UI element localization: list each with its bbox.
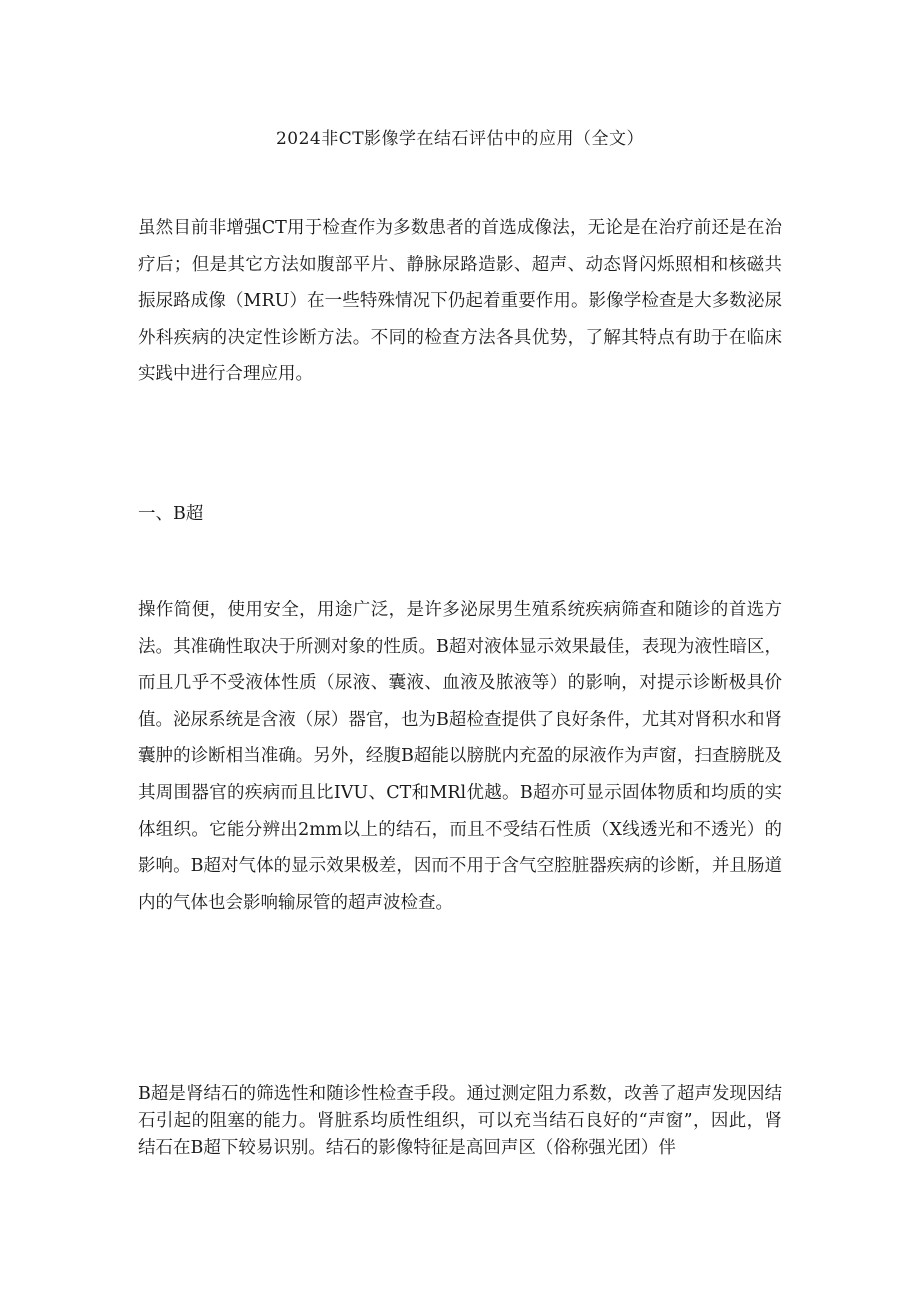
intro-paragraph: 虽然目前非增强CT用于检查作为多数患者的首选成像法，无论是在治疗前还是在治疗后；但是其它方法如腹部平片、静脉尿路造影、超声、动态肾闪烁照相和核磁共振尿路成像（MRU）在一些特殊情况下仍起着重要作用。影像学检查是大多数泌尿外科疾病的决定性诊断方法。不同的检查方法各具优势，了解其特点有助于在临床实践中进行合理应用。	[138, 218, 782, 385]
document-title: 2024非CT影像学在结石评估中的应用（全文）	[275, 129, 645, 149]
section-heading-b-ultrasound: 一、B超	[138, 504, 204, 524]
section-paragraph: B超是肾结石的筛选性和随诊性检查手段。通过测定阻力系数，改善了超声发现因结石引起的阻塞的能力。肾脏系均质性组织，可以充当结石良好的“声窗”，因此，肾结石在B超下较易识别。结石的影像特征是高回声区（俗称强光团）伴	[138, 1084, 782, 1158]
section-paragraph: 操作简便，使用安全，用途广泛，是许多泌尿男生殖系统疾病筛查和随诊的首选方法。其准确性取决于所测对象的性质。B超对液体显示效果最佳，表现为液性暗区，而且几乎不受液体性质（尿液、囊液、血液及脓液等）的影响，对提示诊断极具价值。泌尿系统是含液（尿）器官，也为B超检查提供了良好条件，尤其对肾积水和肾囊肿的诊断相当准确。另外，经腹B超能以膀胱内充盈的尿液作为声窗，扫查膀胱及其周围器官的疾病而且比IVU、CT和MRl优越。B超亦可显示固体物质和均质的实体组织。它能分辨出2mm以上的结石，而且不受结石性质（X线透光和不透光）的影响。B超对气体的显示效果极差，因而不用于含气空腔脏器疾病的诊断，并且肠道内的气体也会影响输尿管的超声波检查。	[138, 600, 782, 913]
